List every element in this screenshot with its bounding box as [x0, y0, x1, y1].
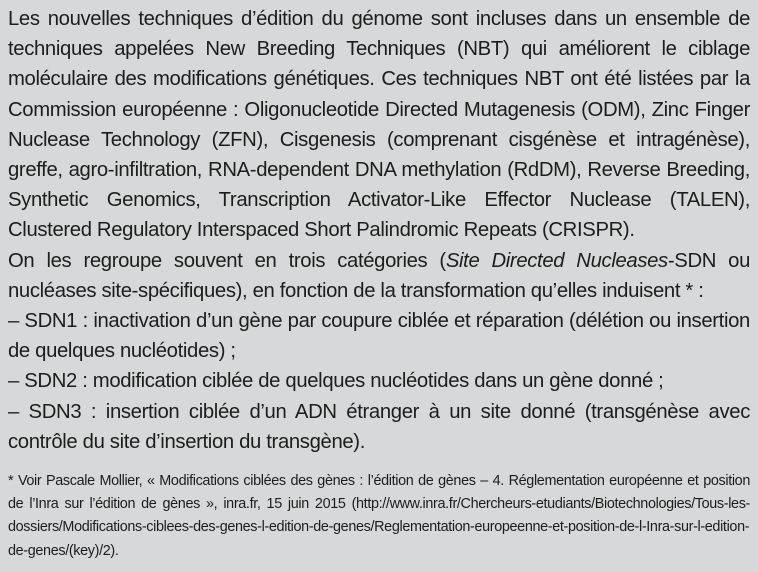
list-item-sdn3: – SDN3 : insertion ciblée d’un ADN étranger à un site donné (transgénèse avec contrôle du site d’insertion du transgène).	[8, 400, 750, 453]
categories-text-before: On les regroupe souvent en trois catégories (	[8, 249, 446, 272]
main-text	[8, 4, 750, 457]
categories-italic-term: Site Directed Nucleases	[445, 249, 668, 272]
categories-text-after: -SDN ou nucléases site-spécifiques), en fonction de la transformation qu’elles induisent * :	[8, 249, 750, 302]
categories-paragraph	[8, 246, 750, 306]
list-item-sdn2: – SDN2 : modification ciblée de quelques nucléotides dans un gène donné ;	[8, 370, 664, 393]
footnote	[8, 470, 750, 563]
footnote-text: * Voir Pascale Mollier, « Modifications ciblées des gènes : l’édition de gènes – 4. Réglementation européenne et position de l’Inra sur l’édition de gènes », inra.fr, 15 juin 2015 (http://www.inra.fr/Chercheurs-etudiants/Biotechnologies/Tous-les-dossiers/Modifications-ciblees-des-genes-l-edition-de-genes/Reglementation-europeenne-et-position-de-l-Inra-sur-l-edition-de-genes/(key)/2).	[8, 473, 750, 559]
intro-paragraph: Les nouvelles techniques d’édition du génome sont incluses dans un ensemble de techniques appelées New Breeding Techniques (NBT) qui améliorent le ciblage moléculaire des modifications génétiques. Ces techniques NBT ont été listées par la Commission européenne : Oligonucleotide Directed Mutagenesis (ODM), Zinc Finger Nuclease Technology (ZFN), Cisgenesis (comprenant cisgénèse et intragénèse), greffe, agro-infiltration, RNA-dependent DNA methylation (RdDM), Reverse Breeding, Synthetic Genomics, Transcription Activator-Like Effector Nuclease (TALEN), Clustered Regulatory Interspaced Short Palindromic Repeats (CRISPR).	[8, 8, 750, 242]
list-item-sdn1: – SDN1 : inactivation d’un gène par coupure ciblée et réparation (délétion ou insertion de quelques nucléotides) ;	[8, 310, 750, 363]
